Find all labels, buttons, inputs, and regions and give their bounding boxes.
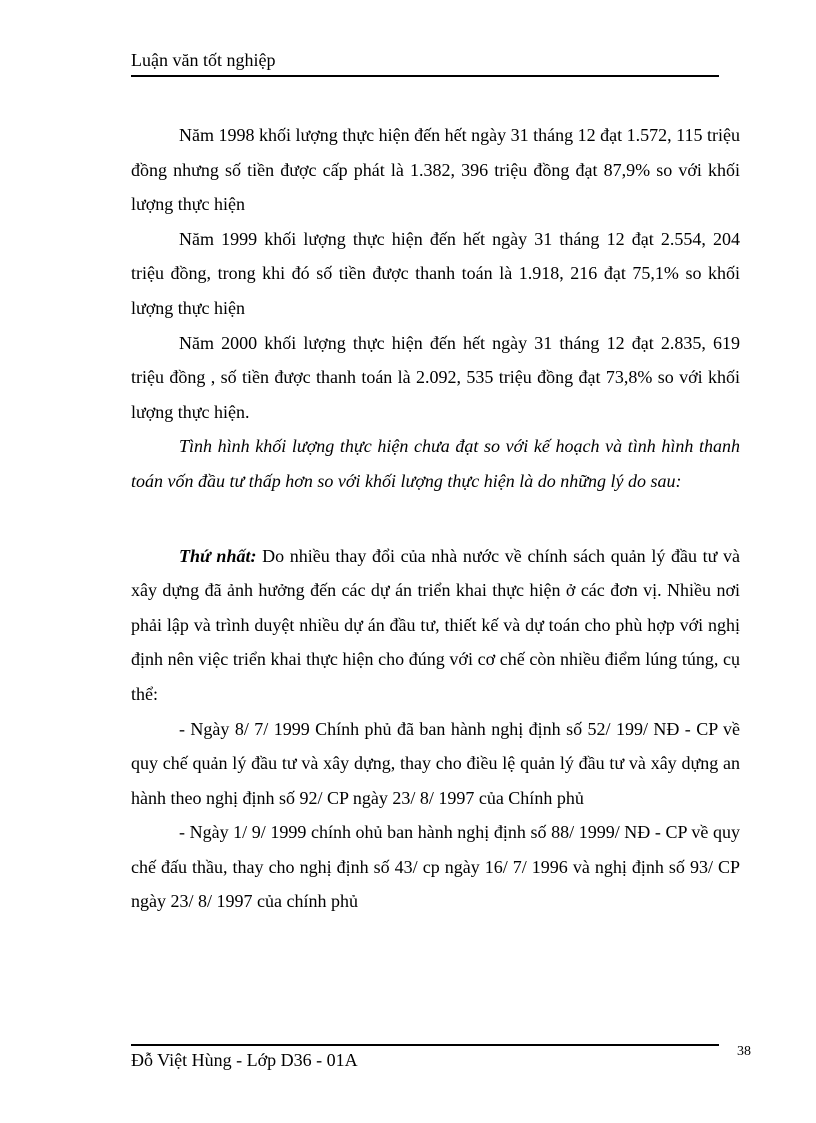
- page-number: 38: [737, 1044, 751, 1059]
- bullet-decree-88: - Ngày 1/ 9/ 1999 chính ohủ ban hành nghị định số 88/ 1999/ NĐ - CP về quy chế đấu thầu, thay cho nghị định số 43/ cp ngày 16/ 7/ 1996 và nghị định số 93/ CP ngày 23/ 8/ 1997 của chính phủ: [131, 822, 740, 912]
- footer-divider: [131, 1044, 719, 1046]
- paragraph-spacer: [131, 499, 740, 539]
- running-header: Luận văn tốt nghiệp: [131, 50, 276, 70]
- paragraph-reasons-intro: Tình hình khối lượng thực hiện chưa đạt so với kế hoạch và tình hình thanh toán vốn đầu tư thấp hơn so với khối lượng thực hiện là do những lý do sau:: [131, 436, 740, 491]
- header-divider: [131, 75, 719, 77]
- paragraph-2000: Năm 2000 khối lượng thực hiện đến hết ngày 31 tháng 12 đạt 2.835, 619 triệu đồng , số tiền được thanh toán là 2.092, 535 triệu đồng đạt 73,8% so với khối lượng thực hiện.: [131, 332, 740, 422]
- footer-author: Đỗ Việt Hùng - Lớp D36 - 01A: [131, 1050, 358, 1070]
- document-body: [131, 118, 740, 919]
- paragraph-1999: Năm 1999 khối lượng thực hiện đến hết ngày 31 tháng 12 đạt 2.554, 204 triệu đồng, trong khi đó số tiền được thanh toán là 1.918, 216 đạt 75,1% so khối lượng thực hiện: [131, 228, 740, 318]
- first-reason-lead: Thứ nhất:: [179, 545, 257, 566]
- bullet-decree-52: - Ngày 8/ 7/ 1999 Chính phủ đã ban hành nghị định số 52/ 199/ NĐ - CP về quy chế quản lý đầu tư và xây dựng, thay cho điều lệ quản lý đầu tư và xây dựng an hành theo nghị định số 92/ CP ngày 23/ 8/ 1997 của Chính phủ: [131, 718, 740, 808]
- paragraph-1998: Năm 1998 khối lượng thực hiện đến hết ngày 31 tháng 12 đạt 1.572, 115 triệu đồng nhưng số tiền được cấp phát là 1.382, 396 triệu đồng đạt 87,9% so với khối lượng thực hiện: [131, 125, 740, 215]
- first-reason-text: Do nhiều thay đổi của nhà nước về chính sách quản lý đầu tư và xây dựng đã ảnh hưởng đến các dự án triển khai thực hiện ở các đơn vị. Nhiều nơi phải lập và trình duyệt nhiều dự án đầu tư, thiết kế và dự toán cho phù hợp với nghị định nên việc triển khai thực hiện cho đúng với cơ chế còn nhiều điểm lúng túng, cụ thể:: [131, 545, 740, 704]
- paragraph-first-reason: [131, 539, 740, 712]
